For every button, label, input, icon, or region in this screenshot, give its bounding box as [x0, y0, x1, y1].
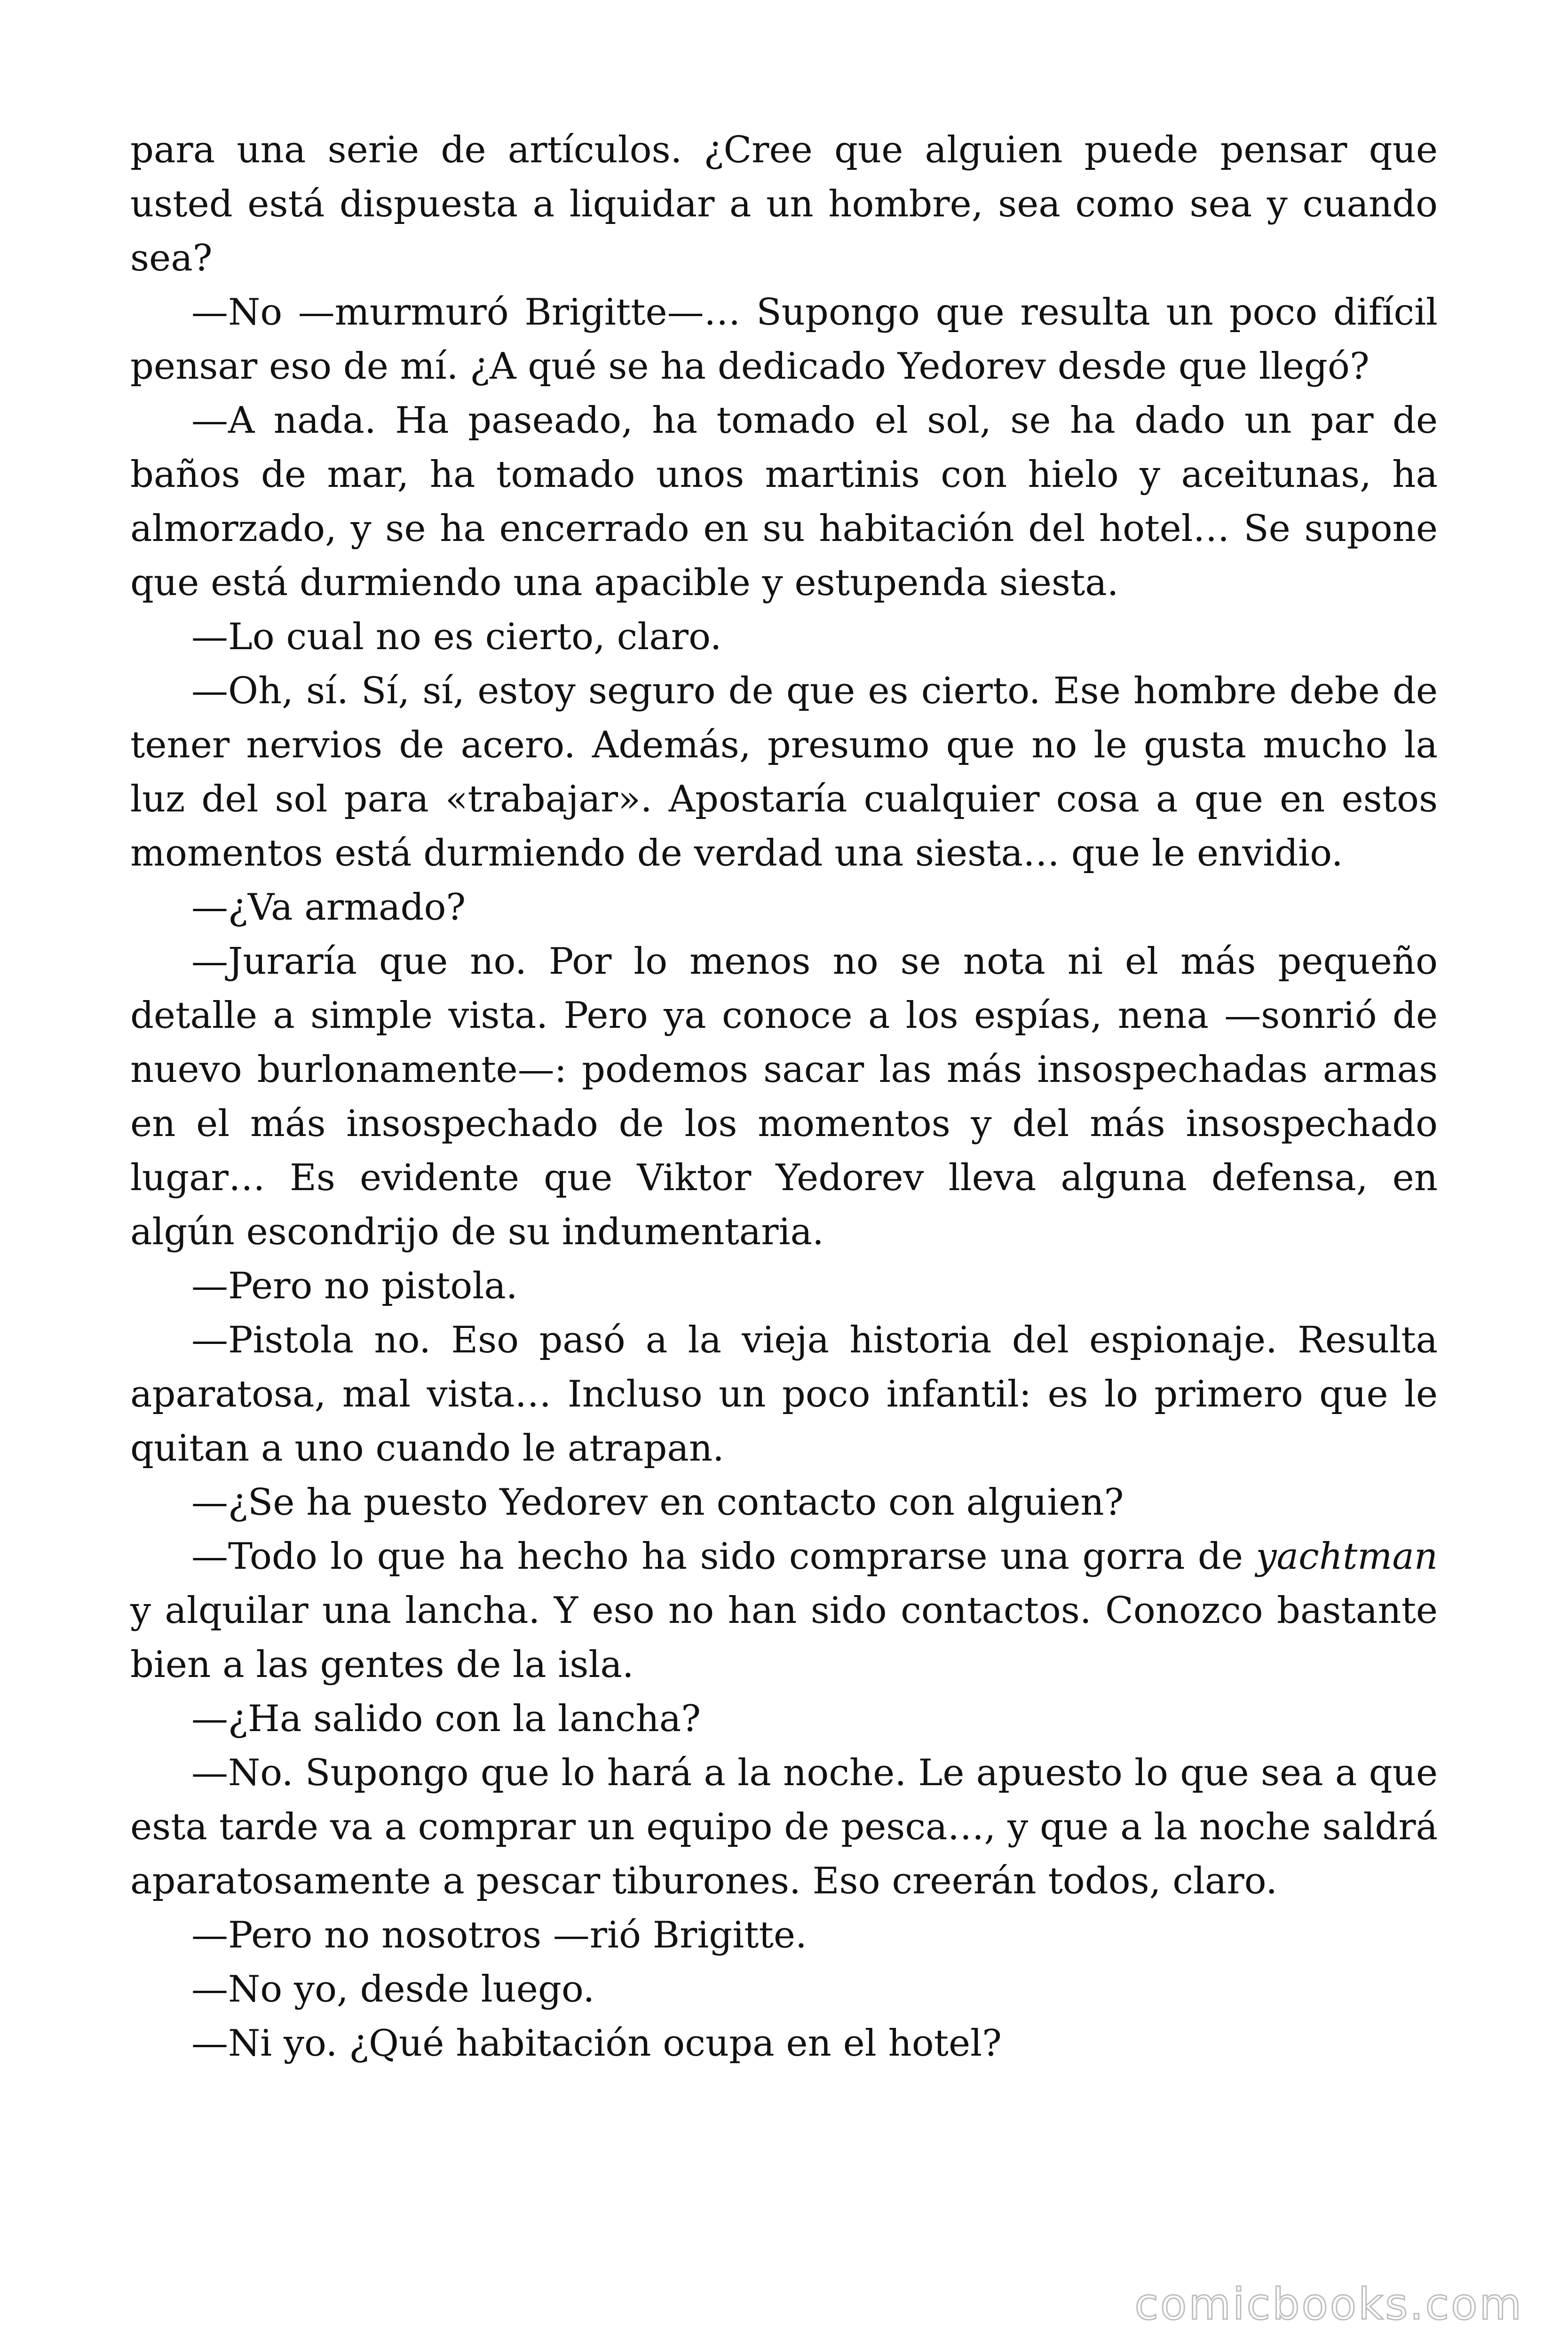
italic-word: yachtman	[1256, 1535, 1438, 1578]
paragraph: —Juraría que no. Por lo menos no se nota ni el más pequeño detalle a simple vista. Pero ya conoce a los espías, nena —sonrió de nuevo burlonamente—: podemos sacar las más insospechadas armas en el más insospechado de los momentos y del más insospechado lugar… Es evidente que Viktor Yedorev lleva alguna defensa, en algún escondrijo de su indumentaria.	[130, 940, 1438, 1253]
paragraph: —Ni yo. ¿Qué habitación ocupa en el hotel?	[191, 2022, 1002, 2065]
paragraph: para una serie de artículos. ¿Cree que alguien puede pensar que usted está dispuesta a liquidar a un hombre, sea como sea y cuando sea?	[130, 129, 1438, 279]
paragraph: —A nada. Ha paseado, ha tomado el sol, se ha dado un par de baños de mar, ha tomado unos martinis con hielo y aceitunas, ha almorzado, y se ha encerrado en su habitación del hotel… Se supone que está durmiendo una apacible y estupenda siesta.	[130, 399, 1438, 604]
paragraph: —¿Ha salido con la lancha?	[191, 1698, 701, 1740]
paragraph: —Pero no pistola.	[191, 1265, 518, 1307]
paragraph: —¿Va armado?	[191, 886, 466, 929]
paragraph: —Lo cual no es cierto, claro.	[191, 616, 722, 658]
paragraph: —Pistola no. Eso pasó a la vieja historia del espionaje. Resulta aparatosa, mal vista… Incluso un poco infantil: es lo primero que le quitan a uno cuando le atrapan.	[130, 1319, 1438, 1470]
paragraph: —No yo, desde luego.	[191, 1968, 595, 2010]
paragraph-text: —Todo lo que ha hecho ha sido comprarse una gorra de	[191, 1535, 1256, 1578]
paragraph: —Oh, sí. Sí, sí, estoy seguro de que es cierto. Ese hombre debe de tener nervios de acero. Además, presumo que no le gusta mucho la luz del sol para «trabajar». Apostaría cualquier cosa a que en estos momentos está durmiendo de verdad una siesta… que le envidio.	[130, 670, 1438, 874]
paragraph: —Pero no nosotros —rió Brigitte.	[191, 1914, 807, 1956]
paragraph: —No —murmuró Brigitte—… Supongo que resulta un poco difícil pensar eso de mí. ¿A qué se ha dedicado Yedorev desde que llegó?	[130, 291, 1438, 388]
paragraph	[130, 1530, 1438, 1692]
paragraph: —No. Supongo que lo hará a la noche. Le apuesto lo que sea a que esta tarde va a comprar un equipo de pesca…, y que a la noche saldrá aparatosamente a pescar tiburones. Eso creerán todos, claro.	[130, 1752, 1438, 1902]
body-text	[130, 123, 1438, 2071]
watermark: comicbooks.com	[1134, 2279, 1523, 2329]
paragraph-text: y alquilar una lancha. Y eso no han sido contactos. Conozco bastante bien a las gentes de la isla.	[130, 1589, 1438, 1686]
paragraph: —¿Se ha puesto Yedorev en contacto con alguien?	[191, 1481, 1124, 1524]
